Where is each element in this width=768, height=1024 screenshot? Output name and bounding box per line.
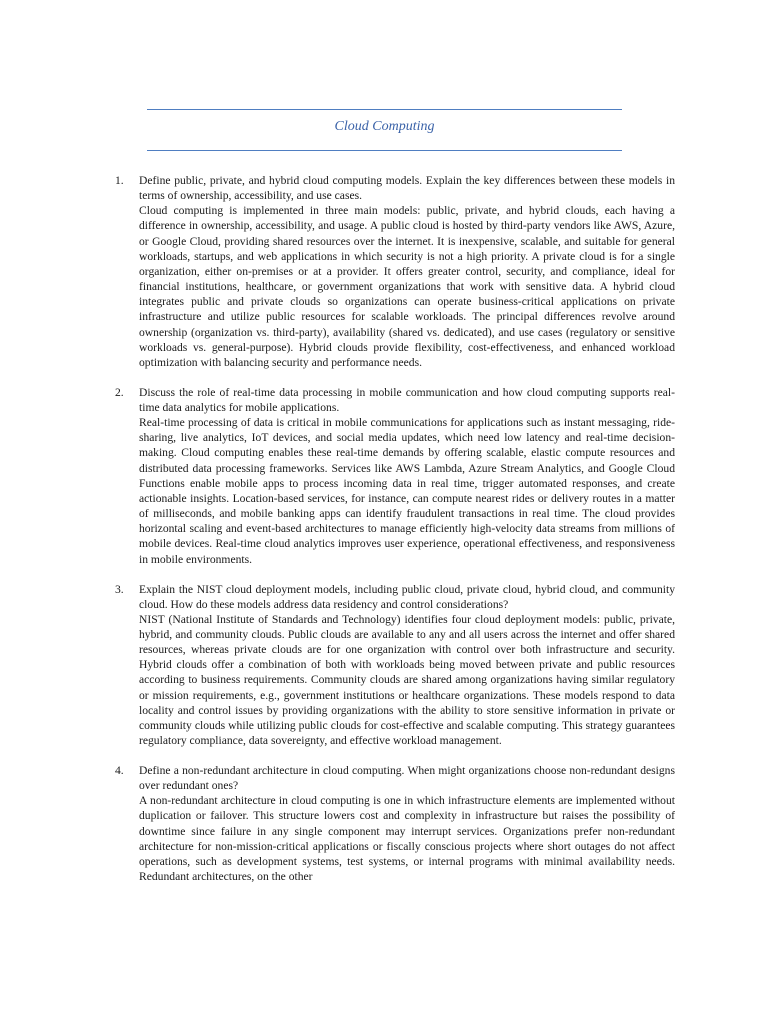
answer-text: NIST (National Institute of Standards and Technology) identifies four cloud deployment models: public, private, hybrid, and community clouds. Public clouds are available to any and all users across the internet and offer shared resources, whereas private clouds are for one organization with control over both infrastructure and security. Hybrid clouds offer a combination of both with workloads being moved between private and public resources according to business requirements. Community clouds are shared among organizations having similar regulatory or mission requirements, e.g., government institutions or healthcare organizations. These models respond to data locality and control issues by providing organizations with the ability to store sensitive information in private or community clouds while utilizing public clouds for cost-effective and scalable computing. This strategy guarantees regulatory compliance, data sovereignty, and effective workload management. (139, 612, 675, 748)
header-rule-top (147, 109, 622, 110)
question-text: Define public, private, and hybrid cloud computing models. Explain the key differences between these models in terms of ownership, accessibility, and use cases. (139, 174, 675, 203)
qa-item-3 (115, 582, 675, 749)
answer-text: Real-time processing of data is critical in mobile communications for applications such as instant messaging, ride-sharing, live analytics, IoT devices, and social media updates, which need low latency and real-time decision-making. Cloud computing enables these real-time demands by offering scalable, elastic compute resources and distributed data processing frameworks. Services like AWS Lambda, Azure Stream Analytics, and Google Cloud Functions enable mobile apps to process incoming data in real time, trigger automated responses, and create actionable insights. Location-based services, for instance, can compute nearest rides or delivery routes in a matter of milliseconds, and mobile banking apps can identify fraudulent transactions in real time. The cloud provides horizontal scaling and event-based architectures to manage efficiently high-velocity data streams from millions of mobile devices. Real-time cloud analytics improves user experience, operational effectiveness, and responsiveness in mobile environments. (139, 416, 675, 566)
answer-text: A non-redundant architecture in cloud computing is one in which infrastructure elements are implemented without duplication or failover. This structure lowers cost and complexity in infrastructure but raises the possibility of downtime since failure in any single component may interrupt services. Organizations prefer non-redundant architecture for non-mission-critical applications or fiscally conscious projects where short outages do not affect operations, such as development systems, test systems, or internal programs with minimal availability needs. Redundant architectures, on the other (139, 794, 675, 884)
question-text: Discuss the role of real-time data processing in mobile communication and how cloud computing supports real-time data analytics for mobile applications. (139, 385, 675, 414)
document-title: Cloud Computing (334, 119, 435, 134)
item-number: 3. (115, 582, 124, 596)
header-rule-bottom (147, 150, 622, 151)
item-number: 4. (115, 764, 124, 778)
qa-item-4 (115, 763, 675, 884)
item-number: 1. (115, 174, 124, 187)
qa-item-1 (115, 173, 675, 370)
question-text: Explain the NIST cloud deployment models, including public cloud, private cloud, hybrid cloud, and community cloud. How do these models address data residency and control considerations? (139, 582, 675, 611)
question-answer-list (115, 173, 675, 899)
answer-text: Cloud computing is implemented in three main models: public, private, and hybrid clouds, each having a difference in ownership, accessibility, and usage. A public cloud is hosted by third-party vendors like AWS, Azure, or Google Cloud, providing shared resources over the internet. It is inexpensive, scalable, and suitable for general workloads, startups, and web applications in which security is not a high priority. A private cloud is for a single organization, either on-premises or at a provider. It offers greater control, security, and compliance, ideal for financial institutions, healthcare, or government organizations that work with sensitive data. A hybrid cloud integrates public and private clouds so organizations can operate business-critical applications on private infrastructure and utilize public resources for scalable workloads. The principal differences revolve around ownership (organization vs. third-party), availability (shared vs. dedicated), and use cases (regulatory or sensitive workloads vs. general-purpose). Hybrid clouds provide flexibility, cost-effectiveness, and enhanced workload optimization with balancing security and performance needs. (139, 204, 675, 369)
qa-item-2 (115, 385, 675, 567)
question-text: Define a non-redundant architecture in cloud computing. When might organizations choose non-redundant designs over redundant ones? (139, 764, 675, 793)
item-number: 2. (115, 385, 124, 399)
